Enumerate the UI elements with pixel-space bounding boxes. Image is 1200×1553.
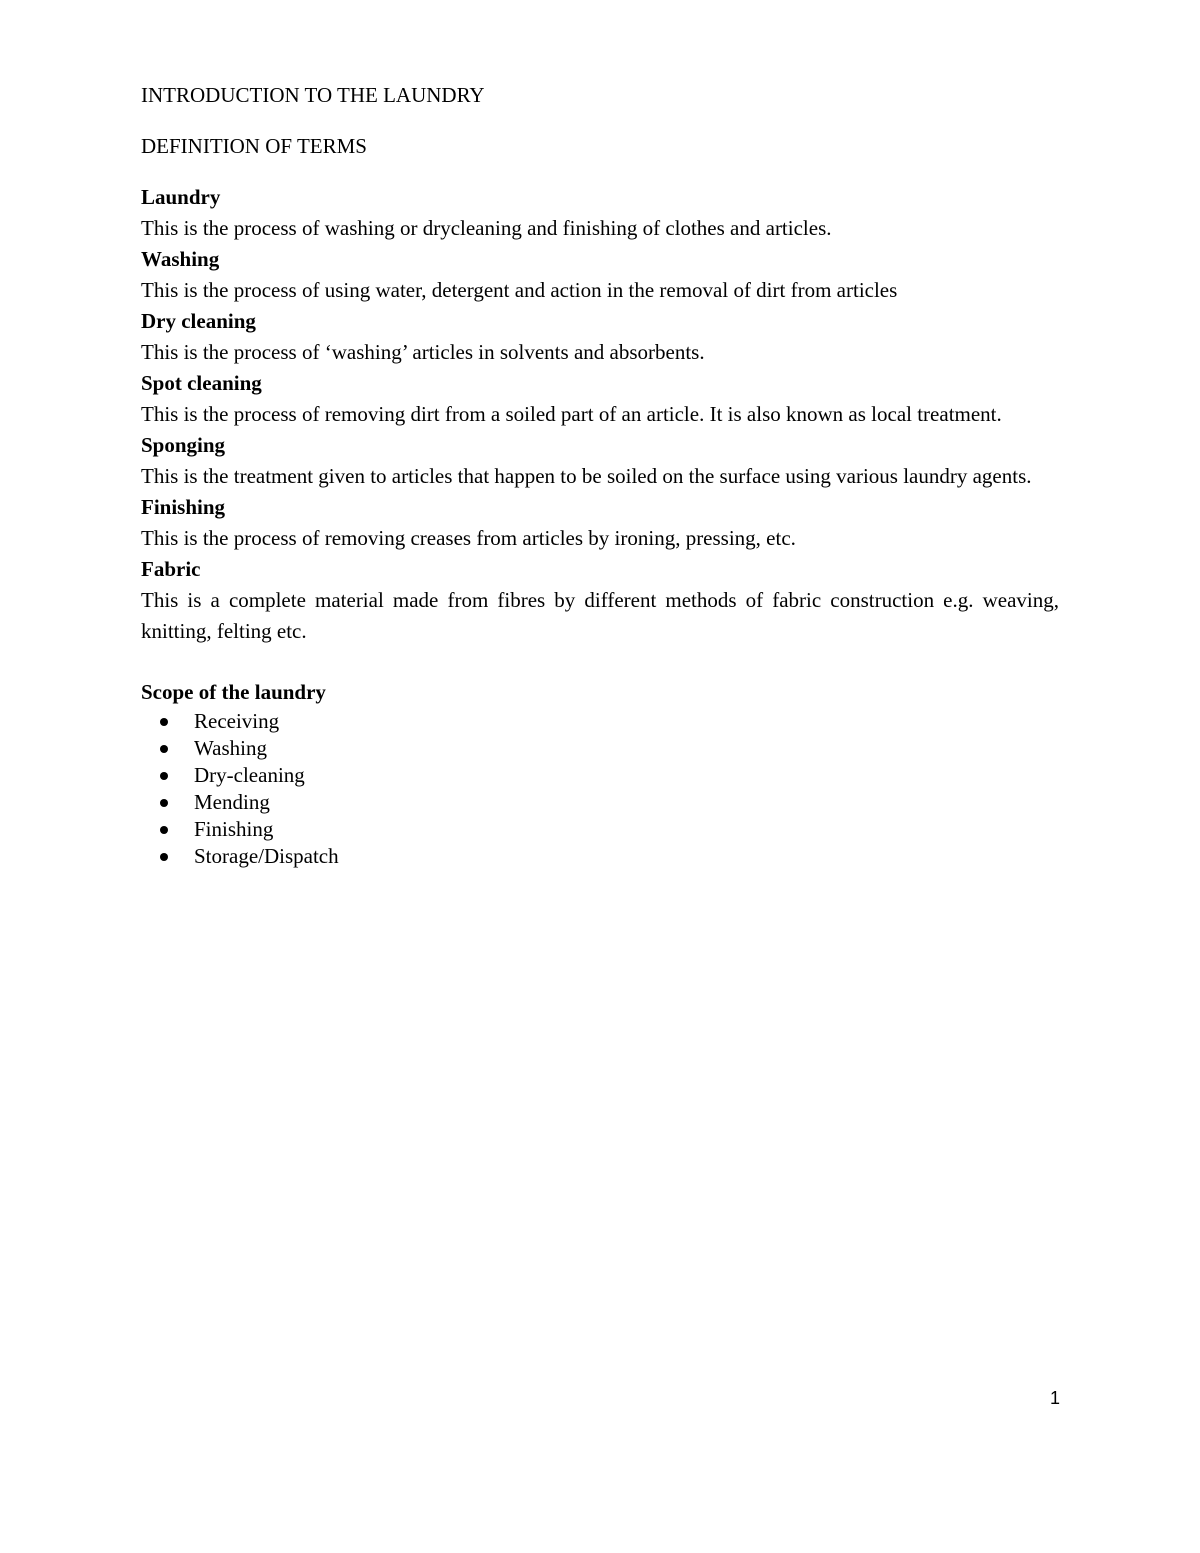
- term-definition: This is a complete material made from fibres by different methods of fabric construction e.g. weaving, knitting, felting etc.: [141, 588, 1059, 643]
- bullet-icon: [160, 745, 168, 753]
- document-title: INTRODUCTION TO THE LAUNDRY: [141, 83, 485, 107]
- list-item-label: Storage/Dispatch: [194, 844, 339, 868]
- term-dry-cleaning: [141, 306, 1059, 368]
- scope-title: Scope of the laundry: [141, 680, 326, 704]
- term-definition: This is the process of removing dirt from a soiled part of an article. It is also known as local treatment.: [141, 402, 1002, 426]
- term-sponging: [141, 430, 1059, 492]
- bullet-icon: [160, 718, 168, 726]
- page-number: 1: [1049, 1388, 1060, 1408]
- list-item-label: Washing: [194, 736, 267, 760]
- scope-list: [141, 708, 1059, 870]
- term-definition: This is the process of using water, detergent and action in the removal of dirt from articles: [141, 278, 898, 302]
- bullet-icon: [160, 772, 168, 780]
- term-title: Finishing: [141, 495, 226, 519]
- term-title: Washing: [141, 247, 220, 271]
- term-title: Sponging: [141, 433, 226, 457]
- term-title: Fabric: [141, 557, 201, 581]
- list-item: [141, 708, 1059, 735]
- term-washing: [141, 244, 1059, 306]
- term-finishing: [141, 492, 1059, 554]
- term-fabric: [141, 554, 1059, 647]
- term-definition: This is the treatment given to articles that happen to be soiled on the surface using various laundry agents.: [141, 464, 1032, 488]
- scope-section: [141, 677, 1059, 870]
- term-definition: This is the process of washing or drycleaning and finishing of clothes and articles.: [141, 216, 832, 240]
- section-heading-definitions: DEFINITION OF TERMS: [141, 134, 367, 158]
- term-title: Spot cleaning: [141, 371, 262, 395]
- bullet-icon: [160, 826, 168, 834]
- list-item: [141, 735, 1059, 762]
- term-title: Dry cleaning: [141, 309, 256, 333]
- bullet-icon: [160, 799, 168, 807]
- term-title: Laundry: [141, 185, 221, 209]
- list-item: [141, 789, 1059, 816]
- term-laundry: [141, 182, 1059, 244]
- page-content: [141, 80, 1059, 870]
- term-definition: This is the process of removing creases from articles by ironing, pressing, etc.: [141, 526, 796, 550]
- term-spot-cleaning: [141, 368, 1059, 430]
- list-item: [141, 816, 1059, 843]
- list-item-label: Receiving: [194, 709, 280, 733]
- list-item: [141, 762, 1059, 789]
- list-item-label: Dry-cleaning: [194, 763, 305, 787]
- bullet-icon: [160, 853, 168, 861]
- list-item-label: Mending: [194, 790, 270, 814]
- term-definition: This is the process of ‘washing’ articles in solvents and absorbents.: [141, 340, 705, 364]
- list-item: [141, 843, 1059, 870]
- list-item-label: Finishing: [194, 817, 274, 841]
